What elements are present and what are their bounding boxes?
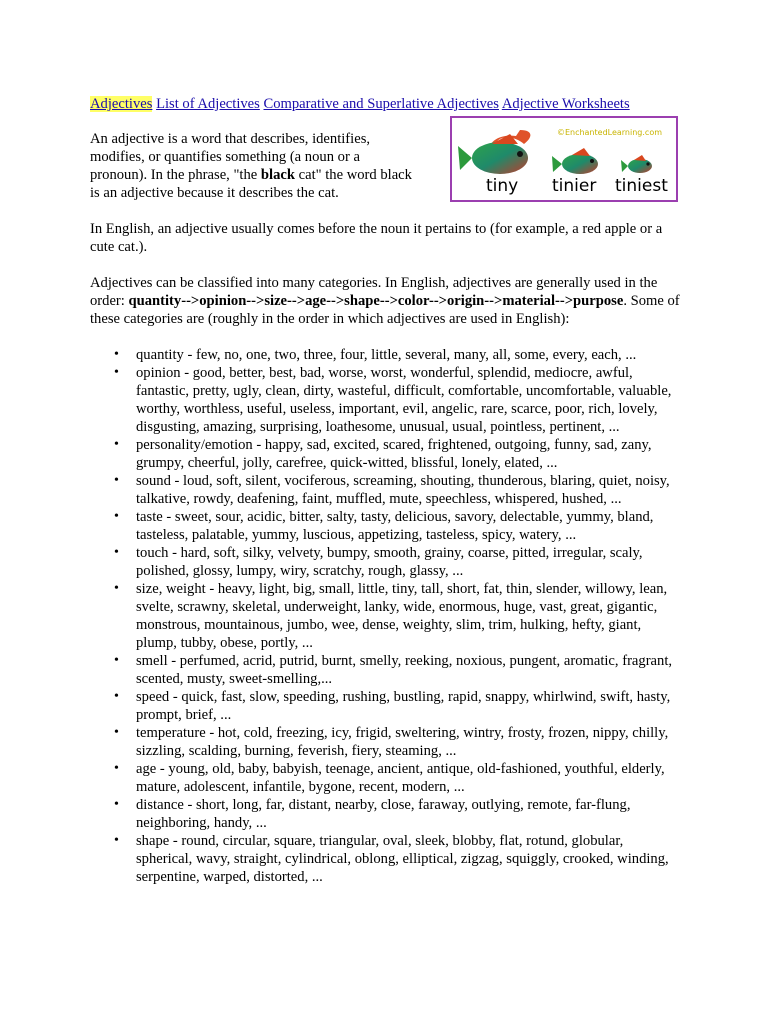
list-item: • taste - sweet, sour, acidic, bitter, salty, tasty, delicious, savory, delectable, yummy, bland, tasteless, palatable, yummy, luscious, appetizing, tasteless, spicy, watery, ... [136, 508, 680, 544]
nav-link-adjective-worksheets[interactable]: Adjective Worksheets [501, 96, 630, 112]
list-item: • quantity - few, no, one, two, three, four, little, several, many, all, some, every, each, ... [136, 346, 680, 364]
category-list [90, 346, 680, 886]
list-item: • speed - quick, fast, slow, speeding, rushing, bustling, rapid, snappy, whirlwind, swift, hasty, prompt, brief, ... [136, 688, 680, 724]
caption-tiniest: tiniest [615, 176, 668, 196]
list-item: • size, weight - heavy, light, big, small, little, tiny, tall, short, fat, thin, slender, willowy, lean, svelte, scrawny, skeletal, underweight, lanky, wide, enormous, huge, vast, great, gigantic, monstrous, mountainous, jumbo, wee, dense, weighty, slim, trim, hulking, hefty, giant, plump, tubby, obese, portly, ... [136, 580, 680, 652]
figure-credit: ©EnchantedLearning.com [556, 128, 662, 137]
nav-link-comparative-superlative[interactable]: Comparative and Superlative Adjectives [263, 96, 499, 112]
caption-tiny: tiny [486, 176, 519, 196]
list-item: • sound - loud, soft, silent, vociferous, screaming, shouting, thunderous, blaring, quiet, noisy, talkative, rowdy, deafening, faint, muffled, mute, speechless, whispered, hushed, ... [136, 472, 680, 508]
nav-link-list-of-adjectives[interactable]: List of Adjectives [156, 96, 260, 112]
list-item: • personality/emotion - happy, sad, excited, scared, frightened, outgoing, funny, sad, zany, grumpy, cheerful, jolly, carefree, quick-witted, blissful, lonely, elated, ... [136, 436, 680, 472]
list-item: • shape - round, circular, square, triangular, oval, sleek, blobby, flat, rotund, globular, spherical, wavy, straight, cylindrical, oblong, elliptical, zigzag, squiggly, crooked, winding, serpentine, warped, distorted, ... [136, 832, 680, 886]
nav-links [90, 95, 680, 113]
list-item: • smell - perfumed, acrid, putrid, burnt, smelly, reeking, noxious, pungent, aromatic, fragrant, scented, musty, sweet-smelling,... [136, 652, 680, 688]
list-item: • touch - hard, soft, silky, velvety, bumpy, smooth, grainy, coarse, pitted, irregular, scaly, polished, glossy, lumpy, wiry, scratchy, rough, glassy, ... [136, 544, 680, 580]
page-content [90, 95, 680, 886]
example-bold-word: black [260, 167, 295, 183]
list-item: • temperature - hot, cold, freezing, icy, frigid, sweltering, wintry, frosty, frozen, nippy, chilly, sizzling, scalding, burning, feverish, fiery, steaming, ... [136, 724, 680, 760]
list-item: • opinion - good, better, best, bad, worse, worst, wonderful, splendid, mediocre, awful, fantastic, pretty, ugly, clean, dirty, wasteful, difficult, comfortable, uncomfortable, valuable, worthy, worthless, useful, useless, important, evil, angelic, rare, scarce, poor, rich, lovely, disgusting, amazing, surprising, loathesome, unusual, usual, pointless, pertinent, ... [136, 364, 680, 436]
order-paragraph: Adjectives can be classified into many categories. In English, adjectives are generally used in the order: quantity-->opinion-->size-->age-->shape-->color-->origin-->material-->purpose. Some of these categories are (roughly in the order in which adjectives are used in English): [90, 275, 680, 327]
caption-tinier: tinier [552, 176, 597, 196]
list-item: • distance - short, long, far, distant, nearby, close, faraway, outlying, remote, far-flung, neighboring, handy, ... [136, 796, 680, 832]
intro-paragraph: An adjective is a word that describes, identifies, modifies, or quantifies something (a noun or a pronoun). In the phrase, "the black cat" the word black is an adjective because it describes the cat. [90, 131, 412, 201]
list-item: • age - young, old, baby, babyish, teenage, ancient, antique, old-fashioned, youthful, elderly, mature, adolescent, infantile, bygone, recent, modern, ... [136, 760, 680, 796]
position-paragraph: In English, an adjective usually comes before the noun it pertains to (for example, a red apple or a cute cat.). [90, 221, 663, 255]
nav-link-adjectives[interactable]: Adjectives [90, 96, 153, 112]
adjective-order: quantity-->opinion-->size-->age-->shape-->color-->origin-->material-->purpose [128, 293, 624, 309]
